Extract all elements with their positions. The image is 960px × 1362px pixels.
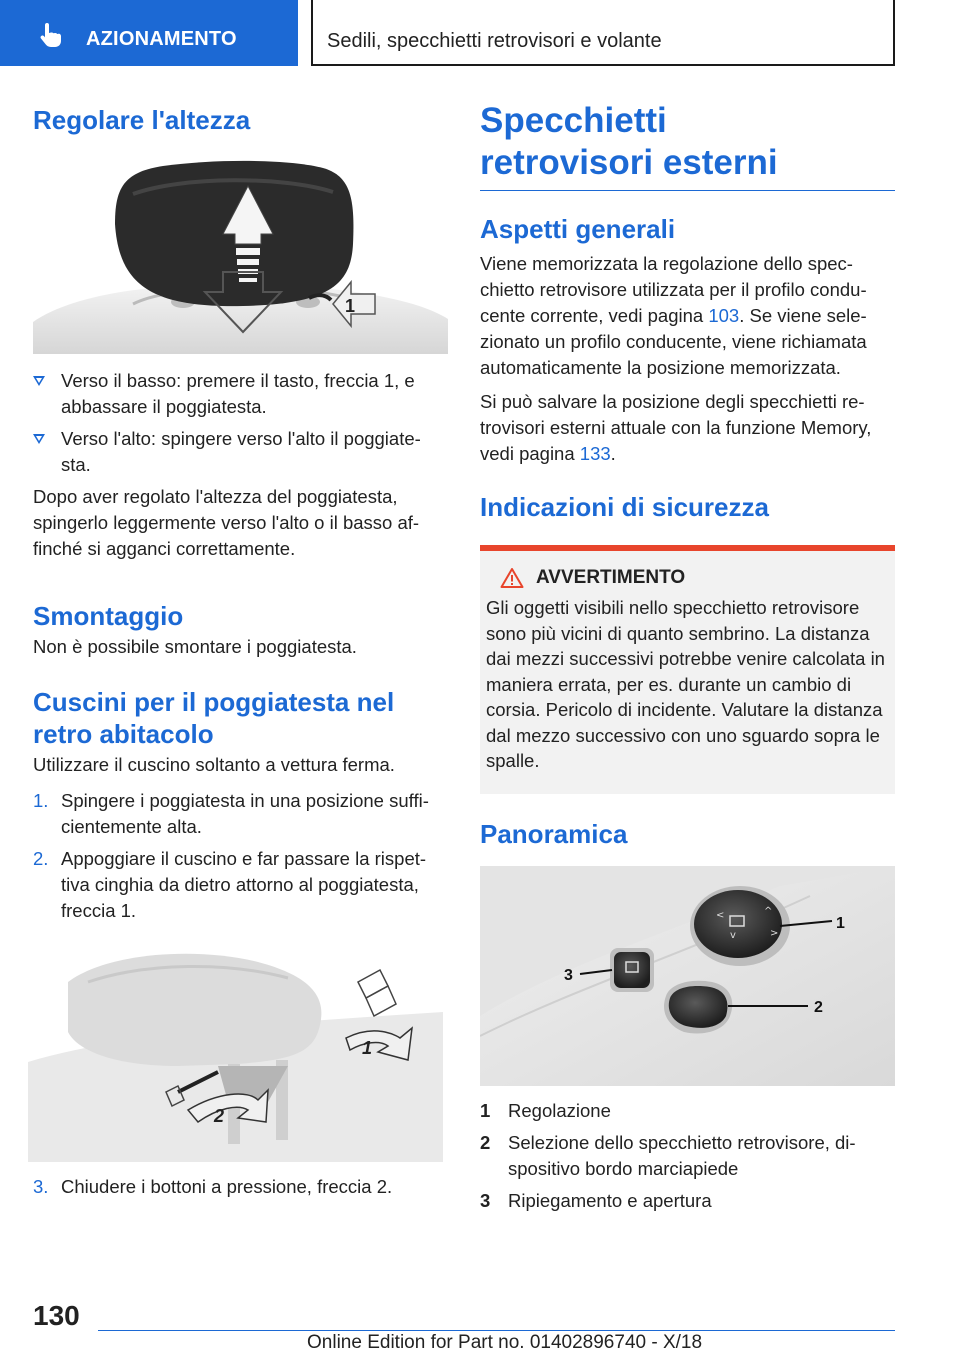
figure-headrest-height <box>33 154 448 354</box>
heading-general: Aspetti generali <box>480 214 676 244</box>
general-paragraph-1: Viene memorizzata la regolazione dello spec-chietto retrovisore utilizzata per il profilo condu-cente corrente, vedi pagina 103. Se viene sele-zionato un profilo conducente, viene richiamata automaticamente la posizione memorizzata. <box>480 253 867 378</box>
warning-heading <box>500 567 889 589</box>
heading-overview: Panoramica <box>480 818 628 849</box>
page-link-103[interactable]: 103 <box>708 305 740 326</box>
removal-text: Non è possibile smontare i poggiatesta. <box>33 636 357 657</box>
list-item: 3 Ripiegamento e apertura <box>480 1189 712 1211</box>
hand-pointer-icon <box>36 20 66 50</box>
footer-rule <box>98 1330 895 1331</box>
warning-text: Gli oggetti visibili nello specchietto retrovisore sono più vicini di quanto sembrino. La distanza dai mezzi successivi potrebbe venire calcolata in maniera errata, per es. durante un cambio di corsia. Pericolo di incidente. Valutare la distanza dal mezzo successivo con uno sguardo sopra le spalle. <box>486 597 885 771</box>
cushion-step-3 <box>33 1174 448 1200</box>
heading-mirrors: Specchietti retrovisori esterni <box>480 101 778 182</box>
cushions-intro: Utilizzare il cuscino soltanto a vettura ferma. <box>33 754 395 775</box>
tab-azionamento[interactable] <box>0 0 298 66</box>
footer-edition: Online Edition for Part no. 01402896740 - X/18 <box>307 1332 703 1353</box>
right-column <box>480 100 895 1220</box>
list-item: 1 Regolazione <box>480 1099 611 1121</box>
heading-cushions: Cuscini per il poggiatesta nel retro abitacolo <box>33 687 395 749</box>
triangle-bullet-icon <box>33 376 45 386</box>
page-number: 130 <box>33 1300 80 1331</box>
svg-text:<: < <box>716 909 725 921</box>
fig2-callout-1: 1 <box>362 1038 373 1058</box>
fig3-callout-1: 1 <box>836 914 845 932</box>
fig2-callout-2: 2 <box>214 1106 225 1126</box>
overview-legend <box>480 1098 895 1214</box>
svg-text:v: v <box>730 929 736 941</box>
page-header <box>0 0 960 66</box>
height-bullets <box>33 368 448 478</box>
list-item: 2 Selezione dello specchietto retrovisore, di-spositivo bordo marciapiede <box>480 1131 856 1179</box>
left-column <box>33 100 448 1206</box>
list-item: Verso l'alto: spingere verso l'alto il poggiate-sta. <box>33 426 448 478</box>
svg-text:^: ^ <box>764 905 773 917</box>
list-item: 1. Spingere i poggiatesta in una posizione suffi-cientemente alta. <box>33 790 429 837</box>
heading-safety: Indicazioni di sicurezza <box>480 492 769 522</box>
triangle-bullet-icon <box>33 434 45 444</box>
list-item: 2. Appoggiare il cuscino e far passare la rispet-tiva cinghia da dietro attorno al poggiatesta, freccia 1. <box>33 848 427 921</box>
fig3-callout-3: 3 <box>564 966 573 984</box>
section-title: Sedili, specchietti retrovisori e volante <box>327 30 662 52</box>
warning-box <box>480 545 895 794</box>
cushion-steps <box>33 788 448 924</box>
warning-triangle-icon <box>500 567 524 589</box>
general-paragraph-2: Si può salvare la posizione degli specchietti re-trovisori esterni attuale con la funzione Memory, vedi pagina 133. <box>480 391 872 464</box>
heading-removal: Smontaggio <box>33 601 184 631</box>
figure-cushion <box>28 942 443 1162</box>
fig3-callout-2: 2 <box>814 998 823 1016</box>
section-tab <box>311 0 895 66</box>
list-item: Verso il basso: premere il tasto, freccia 1, e abbassare il poggiatesta. <box>33 368 448 420</box>
height-after-text: Dopo aver regolato l'altezza del poggiatesta, spingerlo leggermente verso l'alto o il basso af-finché si agganci correttamente. <box>33 486 420 559</box>
tab-active-label: AZIONAMENTO <box>86 28 237 50</box>
figure-mirror-controls <box>480 866 895 1086</box>
list-item: 3. Chiudere i bottoni a pressione, freccia 2. <box>33 1176 393 1197</box>
warning-title: AVVERTIMENTO <box>536 567 686 588</box>
svg-text:>: > <box>770 927 779 939</box>
heading-height: Regolare l'altezza <box>33 105 251 135</box>
main-heading-block <box>480 100 895 191</box>
fig1-callout-1: 1 <box>345 296 356 316</box>
page-link-133[interactable]: 133 <box>579 443 611 464</box>
